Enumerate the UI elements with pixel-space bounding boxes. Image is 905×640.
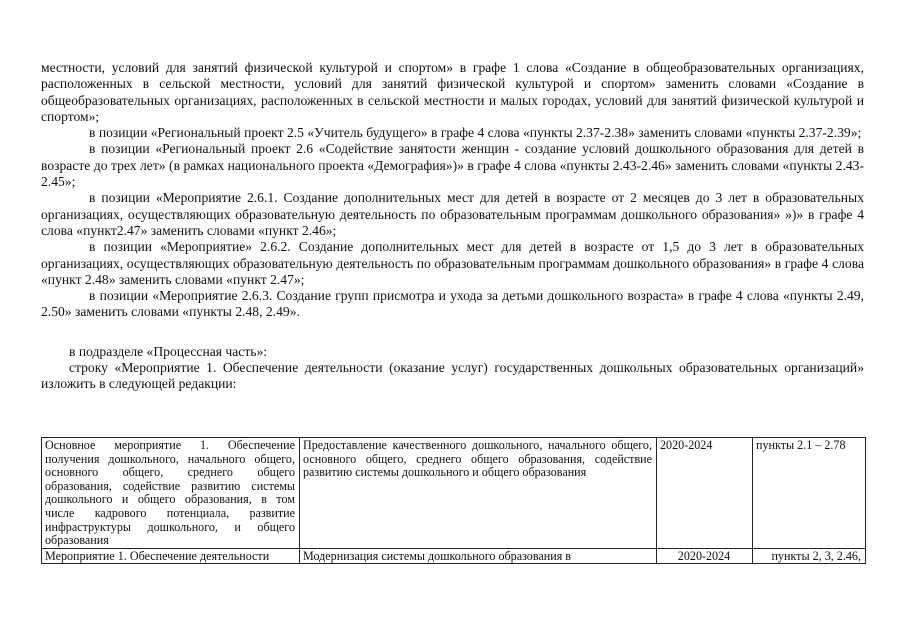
paragraph-measure-2-6-2: в позиции «Мероприятие» 2.6.2. Создание дополнительных мест для детей в возрасте от 1,5 до 3 лет в образовательных организациях, осуществляющих образовательную деятельность по образовательным программам дошкольного образования» в графе 4 слова «пункт 2.48» заменить словами «пункт 2.47»;	[41, 239, 864, 287]
table-cell-period: 2020-2024	[657, 548, 753, 564]
table-cell-measure-name: Мероприятие 1. Обеспечение деятельности	[42, 548, 300, 564]
paragraph-measure-2-6-1: в позиции «Мероприятие 2.6.1. Создание дополнительных мест для детей в возрасте от 2 месяцев до 3 лет в образовательных организациях, осуществляющих образовательную деятельность по образовательным программам дошкольного образования» »)» в графе 4 слова «пункт2.47» заменить словами «пункт 2.46»;	[41, 190, 864, 238]
paragraph-regional-project-2-6: в позиции «Региональный проект 2.6 «Содействие занятости женщин - создание условий дошкольного образования для детей в возрасте до трех лет» (в рамках национального проекта «Демография»)» в графе 4 слова «пункты 2.43-2.46» заменить словами «пункты 2.43-2.45»;	[41, 141, 864, 190]
table-cell-points: пункты 2.1 – 2.78	[753, 438, 866, 549]
table-cell-measure-name: Основное мероприятие 1. Обеспечение получения дошкольного, начального общего, основного общего, среднего общего образования, содействие развитию системы дошкольного и общего образования, в том числе кадрового потенциала, развитие инфраструктуры дошкольного, и общего образования	[42, 438, 300, 549]
measures-table	[41, 437, 866, 564]
paragraph-process-subsection: в подразделе «Процессная часть»:	[69, 343, 268, 359]
table-cell-period: 2020-2024	[657, 438, 753, 549]
paragraph-row-instruction: строку «Мероприятие 1. Обеспечение деятельности (оказание услуг) государственных дошкольных образовательных организаций» изложить в следующей редакции:	[41, 360, 864, 392]
paragraph-regional-project-2-5: в позиции «Региональный проект 2.5 «Учитель будущего» в графе 4 слова «пункты 2.37-2.38» заменить словами «пункты 2.37-2.39»;	[89, 125, 862, 141]
table-cell-points: пункты 2, 3, 2.46,	[753, 548, 866, 564]
table-cell-description: Модернизация системы дошкольного образования в	[300, 548, 657, 564]
table-row	[42, 438, 866, 549]
document-body	[41, 60, 864, 393]
paragraph-measure-2-6-3: в позиции «Мероприятие 2.6.3. Создание групп присмотра и ухода за детьми дошкольного возраста» в графе 4 слова «пункты 2.49, 2.50» заменить словами «пункты 2.48, 2.49».	[41, 288, 864, 320]
table-cell-description: Предоставление качественного дошкольного, начального общего, основного общего, среднего общего образования, содействие развитию системы дошкольного и общего образования	[300, 438, 657, 549]
paragraph-continuation: местности, условий для занятий физической культурой и спортом» в графе 1 слова «Создание в общеобразовательных организациях, расположенных в сельской местности, условий для занятий физической культурой и спортом» заменить словами «Создание в общеобразовательных организациях, расположенных в сельской местности и малых городах, условий для занятий физической культурой и спортом»;	[41, 60, 864, 124]
table-row	[42, 548, 866, 564]
